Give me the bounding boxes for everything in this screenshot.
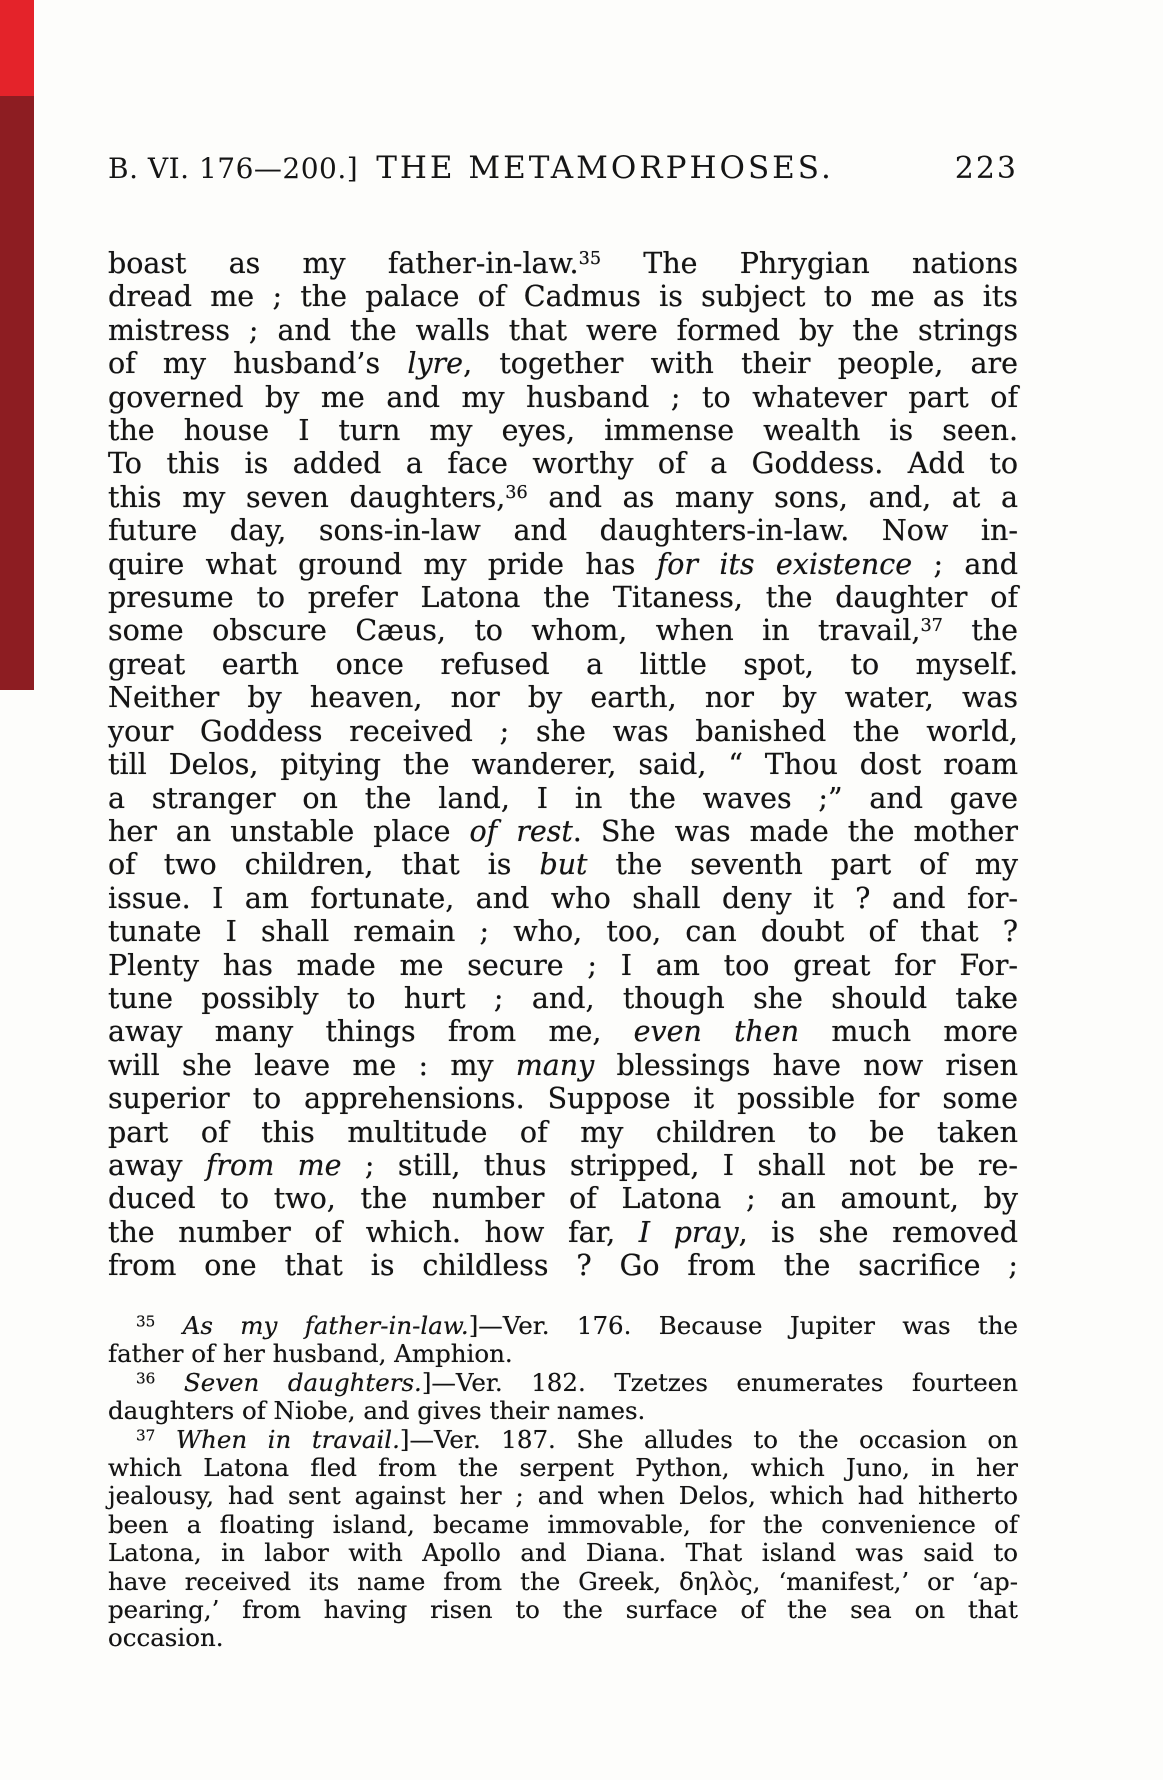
footnote-line: father of her husband, Amphion. [108, 1339, 513, 1369]
body-text-line: dread me ; the palace of Cadmus is subject to me as its [108, 280, 1018, 314]
body-text-line: a stranger on the land, I in the waves ;” and gave [108, 781, 1018, 815]
body-text-line: future day, sons-in-law and daughters-in-law. Now in- [108, 514, 1018, 548]
footnote-line: been a floating island, became immovable, for the convenience of [108, 1509, 1018, 1539]
footnote-line: daughters of Niobe, and gives their names. [108, 1396, 646, 1426]
body-text-line: from one that is childless ? Go from the sacrifice ; [108, 1249, 1018, 1283]
body-text-line: your Goddess received ; she was banished the world, [108, 714, 1018, 748]
header-book-verse-range: B. VI. 176—200.] [108, 152, 359, 185]
body-text-line: presume to prefer Latona the Titaness, the daughter of [108, 581, 1018, 615]
footnotes-block [108, 1312, 1018, 1653]
footnote-line: jealousy, had sent against her ; and when Delos, which had hitherto [108, 1481, 1018, 1511]
body-text-line: the number of which. how far, I pray, is she removed [108, 1215, 1018, 1249]
body-text-line: issue. I am fortunate, and who shall deny it ? and for- [108, 881, 1018, 915]
body-text-line: part of this multitude of my children to be taken [108, 1115, 1018, 1149]
body-text-line: some obscure Cæus, to whom, when in travail,$^{37}$ the [108, 614, 1018, 648]
page-header [108, 150, 1018, 192]
body-text-line: Plenty has made me secure ; I am too great for For- [108, 948, 1018, 982]
footnote-line: $^{37}$ When in travail.]—Ver. 187. She alludes to the occasion on [136, 1424, 1018, 1454]
footnote-line: Latona, in labor with Apollo and Diana. That island was said to [108, 1538, 1018, 1568]
header-page-number: 223 [954, 151, 1018, 186]
footnote-line: pearing,’ from having risen to the surface of the sea on that [108, 1595, 1018, 1625]
scan-artifact-red-bar-bottom [0, 96, 34, 690]
body-text-line: till Delos, pitying the wanderer, said, “ Thou dost roam [108, 748, 1018, 782]
body-text-line: of two children, that is but the seventh part of my [108, 848, 1018, 882]
body-text-line: Neither by heaven, nor by earth, nor by water, was [108, 681, 1018, 715]
body-text-line: tunate I shall remain ; who, too, can doubt of that ? [108, 915, 1018, 949]
footnote-line: have received its name from the Greek, δηλὸς, ‘manifest,’ or ‘ap- [108, 1566, 1018, 1596]
body-text-line: this my seven daughters,$^{36}$ and as many sons, and, at a [108, 480, 1018, 514]
scan-artifact-red-bar-top [0, 0, 34, 96]
footnote-line: $^{35}$ As my father-in-law.]—Ver. 176. Because Jupiter was the [136, 1311, 1018, 1340]
body-text-line: duced to two, the number of Latona ; an amount, by [108, 1182, 1018, 1216]
footnote-line: which Latona fled from the serpent Python, which Juno, in her [108, 1453, 1018, 1483]
body-text-line: boast as my father-in-law.$^{35}$ The Phrygian nations [108, 247, 1018, 280]
body-text-line: governed by me and my husband ; to whatever part of [108, 380, 1018, 414]
footnote-line: occasion. [108, 1623, 224, 1653]
body-text-line: superior to apprehensions. Suppose it possible for some [108, 1082, 1018, 1116]
header-running-title: THE METAMORPHOSES. [376, 150, 834, 186]
body-text-line: away many things from me, even then much more [108, 1015, 1018, 1049]
body-text-line: her an unstable place of rest. She was made the mother [108, 814, 1018, 848]
body-text-line: mistress ; and the walls that were formed by the strings [108, 313, 1018, 347]
body-text-line: the house I turn my eyes, immense wealth is seen. [108, 414, 1018, 448]
body-text-line: will she leave me : my many blessings have now risen [108, 1048, 1018, 1082]
body-text-line: great earth once refused a little spot, to myself. [108, 647, 1018, 681]
body-text-line: quire what ground my pride has for its existence ; and [108, 547, 1019, 581]
body-text-line: away from me ; still, thus stripped, I shall not be re- [108, 1148, 1018, 1182]
footnote-line: $^{36}$ Seven daughters.]—Ver. 182. Tzetzes enumerates fourteen [136, 1367, 1018, 1397]
body-text-line: of my husband’s lyre, together with their people, are [108, 347, 1018, 381]
body-text-block [108, 247, 1018, 1283]
body-text-line: To this is added a face worthy of a Goddess. Add to [108, 447, 1018, 481]
body-text-line: tune possibly to hurt ; and, though she should take [108, 981, 1018, 1015]
